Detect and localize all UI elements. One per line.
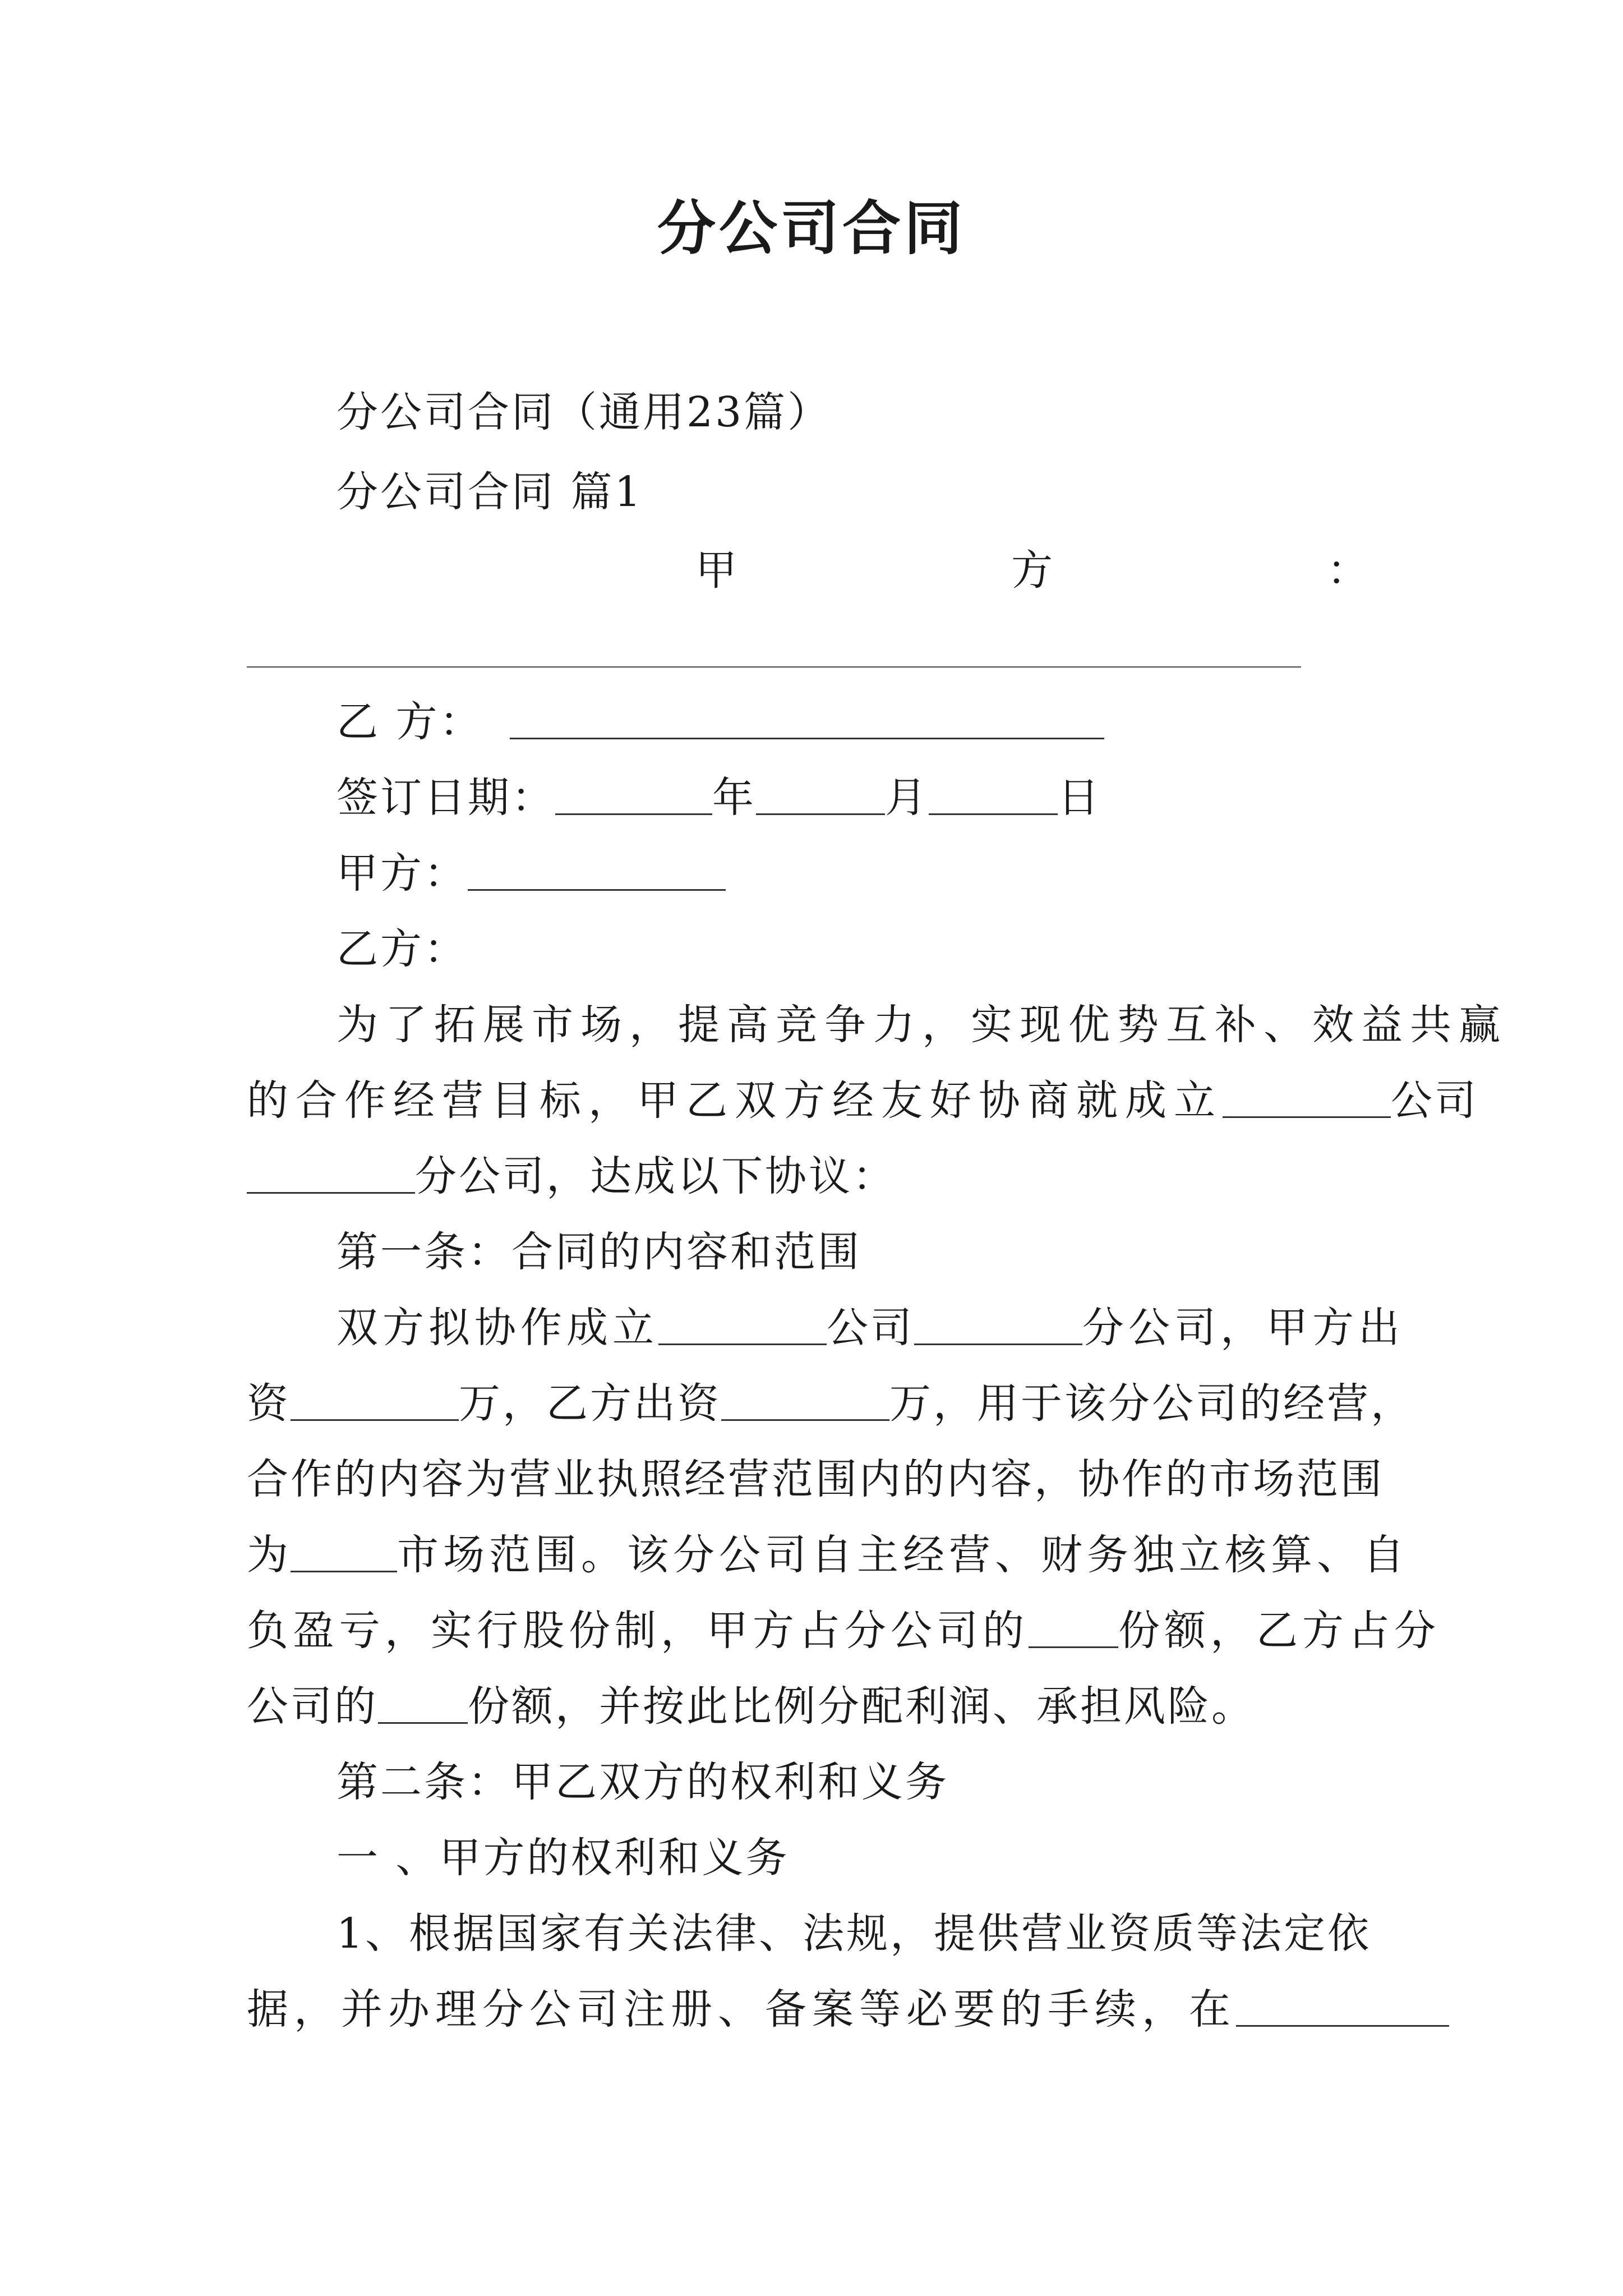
company-blank-3[interactable] [658, 1309, 827, 1345]
paragraph-2-line-1 [336, 1304, 1404, 1352]
section-1-heading: 一 、甲方的权利和义务 [336, 1834, 790, 1882]
party-a-char-1: 甲 [695, 546, 737, 595]
party-a-spread-line [695, 546, 1368, 595]
party-b-capital-blank[interactable] [721, 1384, 889, 1421]
p2-text-f2: 份额，并按此比例分配利润、承担风险。 [468, 1682, 1255, 1731]
p2-text-b3: 万，用于该分公司的经营， [889, 1379, 1414, 1428]
year-label: 年 [712, 774, 756, 822]
party-a-short-blank[interactable] [468, 854, 726, 891]
paragraph-2-line-5 [247, 1607, 1440, 1655]
p2-text-b1: 资 [247, 1379, 291, 1428]
p2-text-d2: 市场范围。该分公司自主经营、财务独立核算、自 [397, 1531, 1409, 1579]
p1-text-c: 分公司，达成以下协议： [415, 1152, 896, 1200]
party-b-short-line: 乙方： [336, 925, 468, 973]
party-a-char-2: 方 [1011, 546, 1053, 595]
month-label: 月 [885, 774, 929, 822]
p2-text-f1: 公司的 [247, 1682, 378, 1731]
party-a-underline [247, 666, 1301, 668]
market-scope-blank[interactable] [291, 1536, 397, 1572]
party-b-share-blank[interactable] [378, 1687, 468, 1724]
chapter-heading: 分公司合同 篇1 [336, 468, 643, 516]
party-a-colon: ： [1327, 546, 1368, 595]
party-a-short-line [336, 849, 726, 898]
signing-date-label: 签订日期： [336, 774, 555, 822]
party-b-label: 乙 方： [336, 698, 483, 746]
paragraph-2-line-3: 合作的内容为营业执照经营范围内的内容，协作的市场范围 [247, 1455, 1384, 1503]
day-blank[interactable] [929, 779, 1058, 815]
paragraph-1-line-3 [247, 1152, 896, 1200]
p1-text-b1: 的合作经营目标，甲乙双方经友好协商就成立 [247, 1076, 1223, 1125]
signing-date-line [336, 774, 1101, 822]
paragraph-3-line-2 [247, 1985, 1449, 2033]
paragraph-2-line-4 [247, 1531, 1409, 1579]
party-a-share-blank[interactable] [1029, 1612, 1118, 1648]
p2-text-a1: 双方拟协作成立 [336, 1304, 658, 1352]
p2-text-d1: 为 [247, 1531, 291, 1579]
p2-text-b2: 万，乙方出资 [459, 1379, 721, 1428]
p2-text-a2: 公司 [827, 1304, 914, 1352]
month-blank[interactable] [756, 779, 885, 815]
p2-text-e2: 份额，乙方占分 [1118, 1607, 1440, 1655]
location-blank[interactable] [1236, 1990, 1449, 2027]
p1-text-a: 为了拓展市场，提高竞争力，实现优势互补、效益共赢 [336, 1001, 1507, 1049]
document-title: 分公司合同 [657, 194, 966, 263]
paragraph-3-line-1: 1、根据国家有关法律、法规，提供营业资质等法定依 [336, 1910, 1372, 1958]
branch-blank[interactable] [914, 1309, 1082, 1345]
p2-text-e1: 负盈亏，实行股份制，甲方占分公司的 [247, 1607, 1029, 1655]
article-2-heading: 第二条：甲乙双方的权利和义务 [336, 1758, 949, 1806]
party-a-capital-blank[interactable] [291, 1384, 459, 1421]
company-blank-2[interactable] [247, 1157, 415, 1194]
subtitle-line: 分公司合同（通用23篇） [336, 388, 832, 436]
party-a-short-label: 甲方： [336, 849, 468, 898]
p1-text-b2: 公司 [1391, 1076, 1478, 1125]
p2-text-a3: 分公司，甲方出 [1082, 1304, 1404, 1352]
article-1-heading: 第一条：合同的内容和范围 [336, 1228, 861, 1276]
company-blank-1[interactable] [1223, 1082, 1391, 1118]
paragraph-1-line-1 [336, 1001, 1507, 1049]
year-blank[interactable] [555, 779, 712, 815]
p3-text-b: 据，并办理分公司注册、备案等必要的手续，在 [247, 1985, 1236, 2033]
paragraph-2-line-6 [247, 1682, 1255, 1731]
party-b-blank[interactable] [510, 703, 1104, 739]
paragraph-2-line-2 [247, 1379, 1414, 1428]
day-label: 日 [1058, 774, 1101, 822]
paragraph-1-line-2 [247, 1076, 1478, 1125]
party-b-line [336, 698, 1104, 746]
